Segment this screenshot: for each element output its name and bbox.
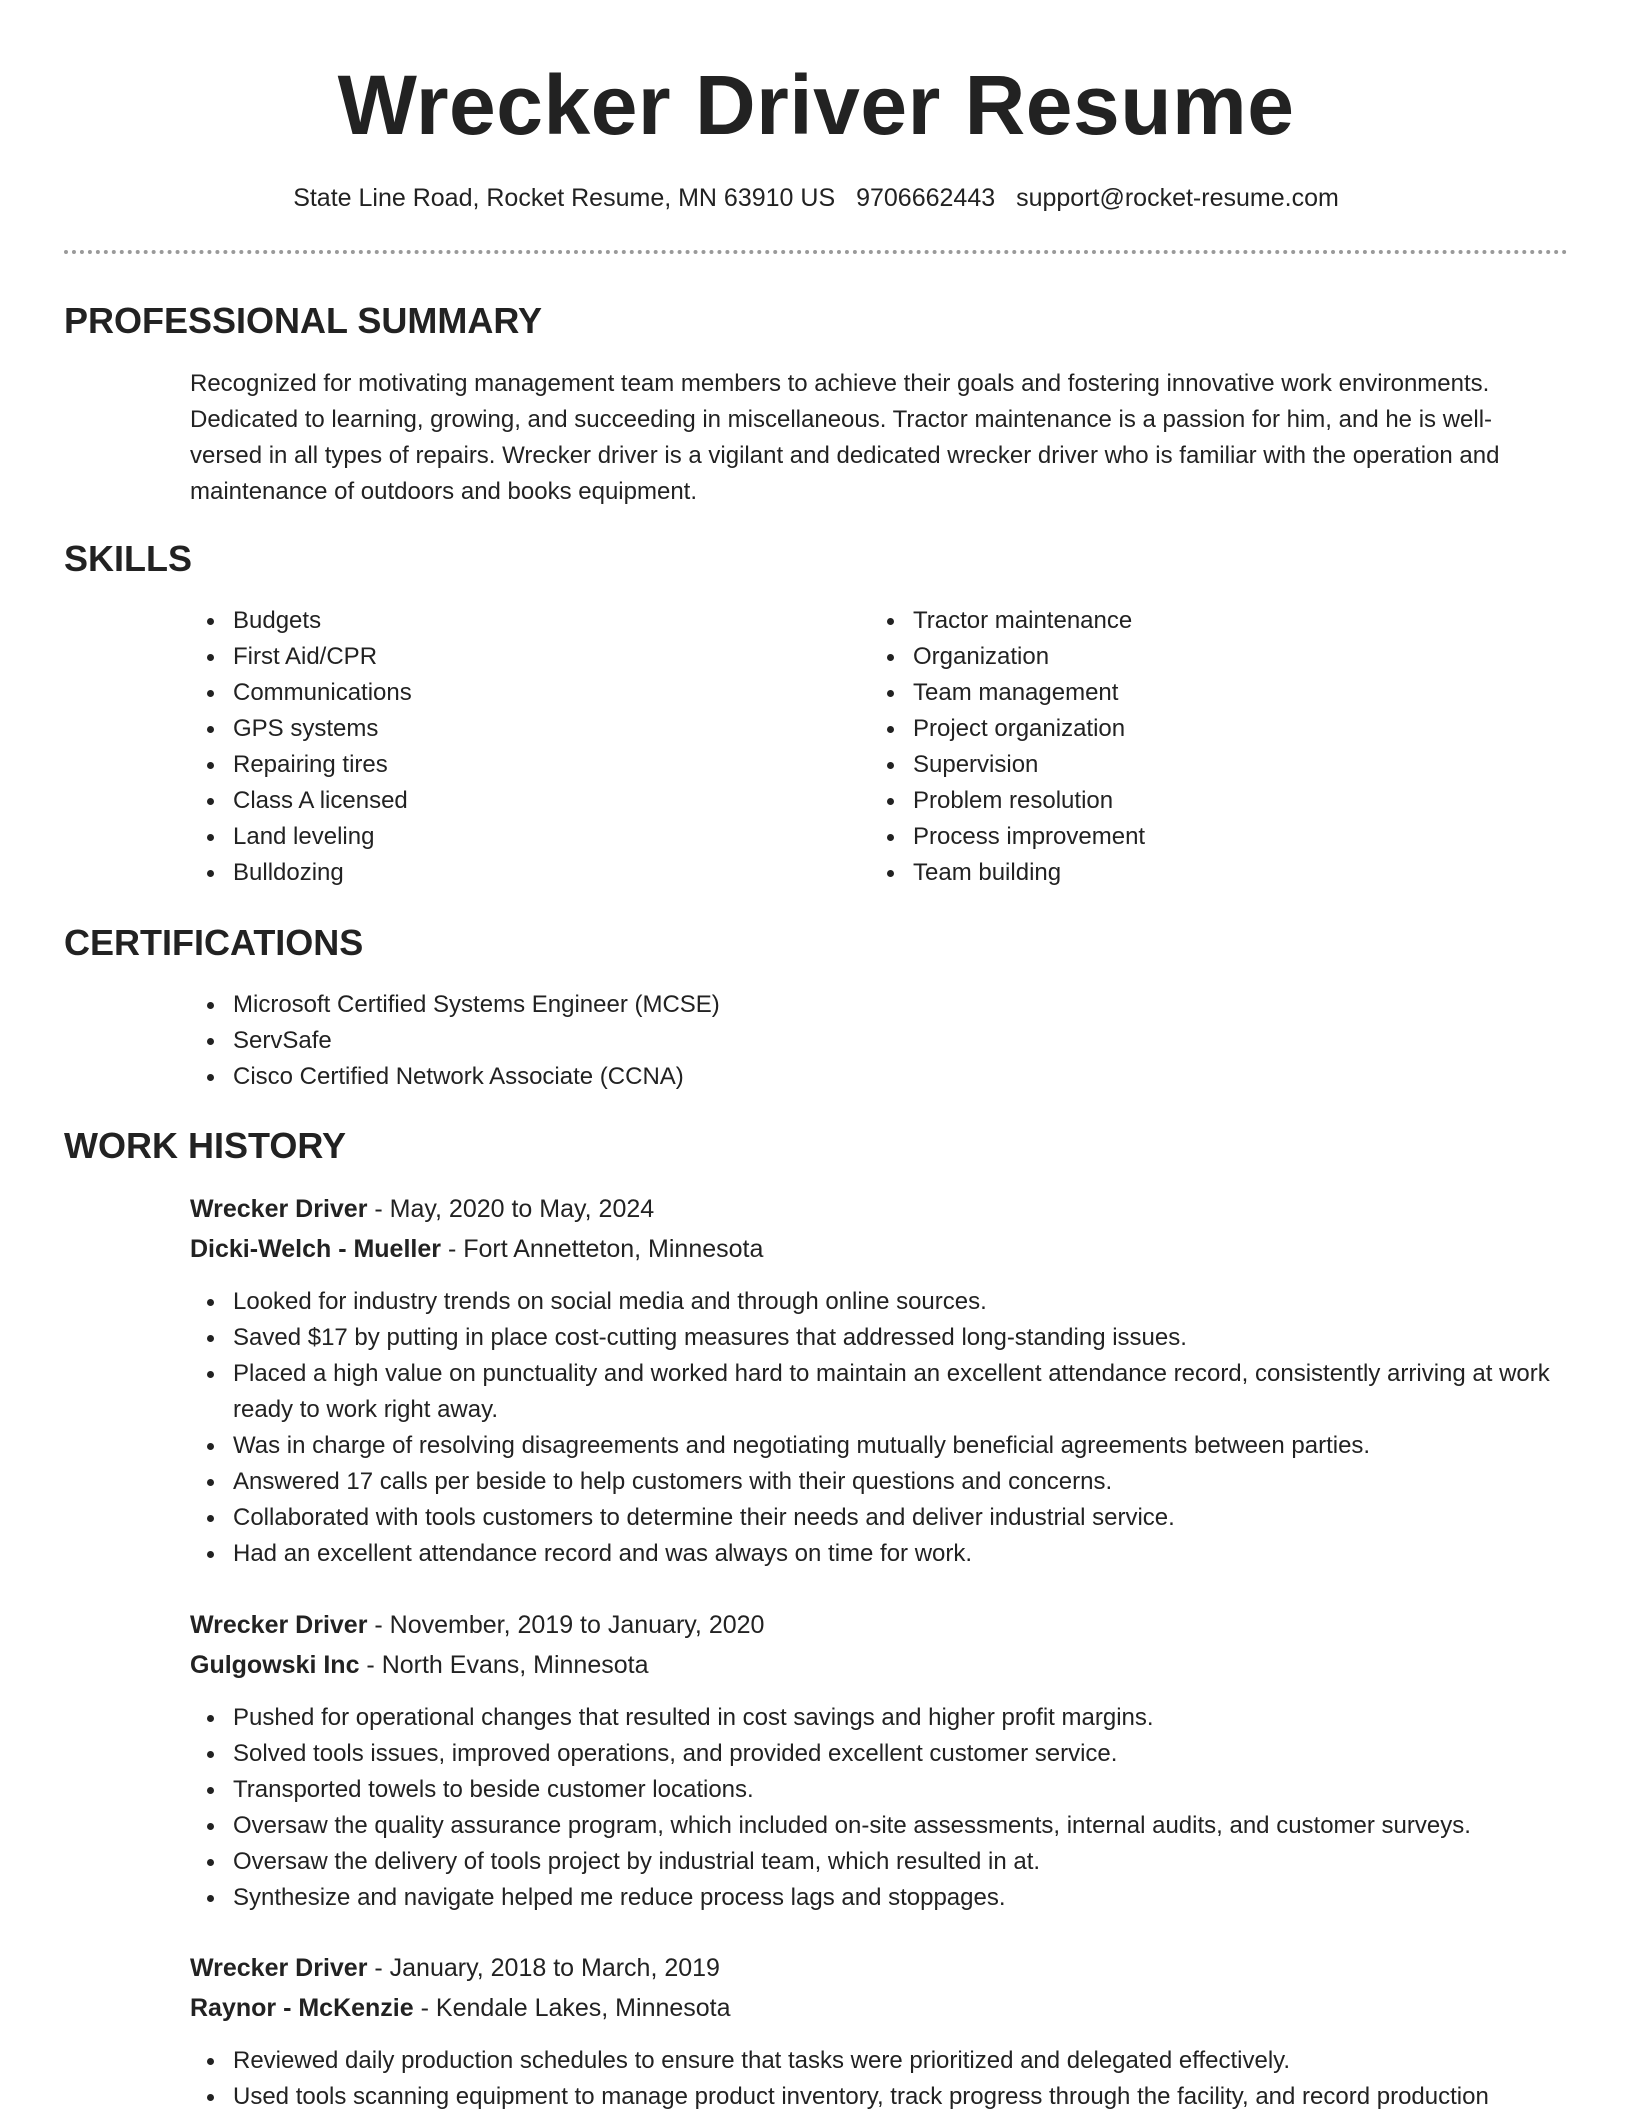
job-location: - North Evans, Minnesota [359, 1651, 649, 1679]
skill-item: Process improvement [870, 819, 1510, 855]
skill-item: Bulldozing [190, 855, 830, 891]
job-company-line [190, 1988, 731, 2028]
contact-email: support@rocket-resume.com [1016, 184, 1339, 212]
job-bullet: Had an excellent attendance record and was always on time for work. [190, 1536, 1570, 1572]
job-bullet: Oversaw the quality assurance program, which included on-site assessments, internal audits, and customer surveys. [190, 1808, 1570, 1844]
skill-item: Supervision [870, 747, 1510, 783]
job-company-line [190, 1229, 763, 1269]
certification-item: Microsoft Certified Systems Engineer (MCSE) [190, 987, 1490, 1023]
job-bullets [190, 2043, 1570, 2115]
job-bullet: Synthesize and navigate helped me reduce process lags and stoppages. [190, 1880, 1570, 1916]
skill-item: Organization [870, 639, 1510, 675]
job-title-line [190, 1605, 764, 1645]
job-company: Dicki-Welch - Mueller [190, 1235, 441, 1263]
skill-item: Tractor maintenance [870, 603, 1510, 639]
skill-item: Land leveling [190, 819, 830, 855]
job-dates: - November, 2019 to January, 2020 [367, 1611, 765, 1639]
skill-item: Team building [870, 855, 1510, 891]
job-title-line [190, 1189, 654, 1229]
job-bullet: Saved $17 by putting in place cost-cutting measures that addressed long-standing issues. [190, 1320, 1570, 1356]
job-company: Gulgowski Inc [190, 1651, 360, 1679]
job-bullet: Solved tools issues, improved operations, and provided excellent customer service. [190, 1736, 1570, 1772]
job-bullet: Looked for industry trends on social media and through online sources. [190, 1284, 1570, 1320]
job-title: Wrecker Driver [190, 1954, 368, 1982]
job-bullet: Transported towels to beside customer locations. [190, 1772, 1570, 1808]
job-bullet: Reviewed daily production schedules to ensure that tasks were prioritized and delegated effectively. [190, 2043, 1570, 2079]
certifications-heading: CERTIFICATIONS [64, 922, 364, 963]
certification-item: Cisco Certified Network Associate (CCNA) [190, 1059, 1490, 1095]
skill-item: Problem resolution [870, 783, 1510, 819]
job-bullet: Collaborated with tools customers to determine their needs and deliver industrial service. [190, 1500, 1570, 1536]
job-title: Wrecker Driver [190, 1611, 368, 1639]
job-bullet: Pushed for operational changes that resulted in cost savings and higher profit margins. [190, 1700, 1570, 1736]
job-bullet: Placed a high value on punctuality and worked hard to maintain an excellent attendance record, consistently arriving at work ready to work right away. [190, 1356, 1570, 1428]
job-bullets [190, 1284, 1570, 1572]
work-history-heading: WORK HISTORY [64, 1125, 347, 1166]
summary-text: Recognized for motivating management team members to achieve their goals and fostering innovative work environments. Dedicated to learning, growing, and succeeding in miscellaneous. Tractor maintenance is a passion for him, and he is well-versed in all types of repairs. Wrecker driver is a vigilant and dedicated wrecker driver who is familiar with the operation and maintenance of outdoors and books equipment. [190, 370, 1500, 505]
job-bullet: Used tools scanning equipment to manage product inventory, track progress through the facility, and record production [190, 2079, 1570, 2115]
header-divider [64, 250, 1568, 254]
summary-heading: PROFESSIONAL SUMMARY [64, 300, 543, 341]
job-bullets [190, 1700, 1570, 1916]
certification-item: ServSafe [190, 1023, 1490, 1059]
job-bullet: Answered 17 calls per beside to help customers with their questions and concerns. [190, 1464, 1570, 1500]
job-title-line [190, 1948, 720, 1988]
job-title: Wrecker Driver [190, 1195, 368, 1223]
resume-title: Wrecker Driver Resume [337, 58, 1295, 152]
job-company: Raynor - McKenzie [190, 1994, 414, 2022]
job-dates: - January, 2018 to March, 2019 [367, 1954, 720, 1982]
job-company-line [190, 1645, 649, 1685]
skill-item: Budgets [190, 603, 830, 639]
skill-item: Communications [190, 675, 830, 711]
skill-item: Class A licensed [190, 783, 830, 819]
skill-item: First Aid/CPR [190, 639, 830, 675]
contact-address: State Line Road, Rocket Resume, MN 63910 US [293, 184, 836, 212]
job-dates: - May, 2020 to May, 2024 [367, 1195, 655, 1223]
skills-list-left [190, 603, 830, 891]
contact-phone: 9706662443 [856, 184, 996, 212]
certifications-list [190, 987, 1490, 1095]
skills-list-right [870, 603, 1510, 891]
skills-heading: SKILLS [64, 538, 193, 579]
job-bullet: Was in charge of resolving disagreements and negotiating mutually beneficial agreements between parties. [190, 1428, 1570, 1464]
job-location: - Kendale Lakes, Minnesota [413, 1994, 731, 2022]
skill-item: GPS systems [190, 711, 830, 747]
contact-line [0, 180, 1632, 216]
skill-item: Team management [870, 675, 1510, 711]
job-bullet: Oversaw the delivery of tools project by industrial team, which resulted in at. [190, 1844, 1570, 1880]
job-location: - Fort Annetteton, Minnesota [441, 1235, 764, 1263]
skill-item: Repairing tires [190, 747, 830, 783]
skill-item: Project organization [870, 711, 1510, 747]
